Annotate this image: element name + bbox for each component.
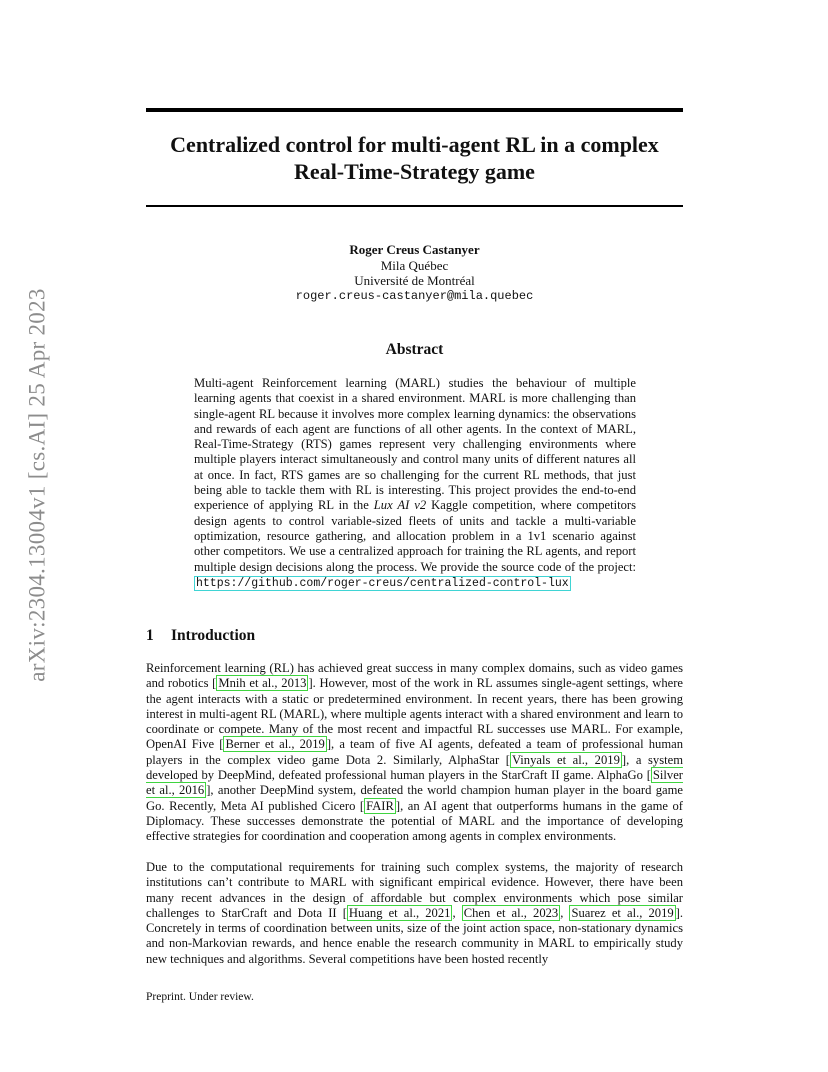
title-bottom-rule [146,205,683,207]
abstract-text-italic: Lux AI v2 [373,498,427,513]
citation-link[interactable]: Mnih et al., 2013 [218,676,307,691]
paragraph-text: Reinforcement learning (RL) has achieved great success in many complex domains, such as video games and robotics [ [146,661,683,691]
section-title: Introduction [171,627,256,644]
source-code-link[interactable]: https://github.com/roger-creus/centralized-control-lux [196,576,569,590]
introduction-paragraph-2 [146,860,683,967]
citation-link[interactable]: Silver et al., 2016 [146,768,683,798]
citation-link[interactable]: Huang et al., 2021 [348,905,451,920]
paragraph-text: ]. Concretely in terms of coordination between units, size of the joint action space, non-stationary dynamics and non-Markovian rewards, and hence enable the research community in MARL to empirically study new techniques and algorithms. Several competitions have been hosted recently [146,905,684,966]
author-email[interactable]: roger.creus-castanyer@mila.quebec [295,288,534,303]
citation-link[interactable]: Vinyals et al., 2019 [511,752,620,767]
section-heading-introduction [146,627,255,645]
paragraph-text: ], another DeepMind system, defeated the world champion human player in the board game Go. Recently, Meta AI published Cicero [ [146,783,683,813]
author-name: Roger Creus Castanyer [349,242,480,257]
abstract-heading: Abstract [385,341,444,358]
paragraph-text: ], a system developed by DeepMind, defeated professional human players in the StarCraft II game. AlphaGo [ [146,752,684,783]
introduction-paragraph-1 [146,661,683,845]
abstract-text-part-1: Multi-agent Reinforcement learning (MARL) studies the behaviour of multiple learning agents that coexist in a shared environment. MARL is more challenging than single-agent RL because it involves more complex learning dynamics: the observations and rewards of each agent are functions of all other agents. In the context of MARL, Real-Time-Strategy (RTS) games represent very challenging environments where multiple players interact simultaneously and control many units of different natures all at once. In fact, RTS games are so challenging for the current RL methods, that just being able to tackle them with RL is interesting. This project provides the end-to-end experience of applying RL in the [194,376,636,513]
section-number: 1 [146,627,154,644]
abstract-body [194,376,636,591]
citation-separator: , [452,905,462,920]
author-block [146,242,683,304]
title-top-rule [146,108,683,112]
abstract-text-part-2: Kaggle competition, where competitors design agents to control variable-sized fleets of units and tackle a multi-variable optimization, resource gathering, and allocation problem in a 1v1 scenario against other competitors. We use a centralized approach for training the RL agents, and report multiple design decisions along the process. We provide the source code of the project: [194,498,637,574]
citation-link[interactable]: Suarez et al., 2019 [571,905,674,920]
arxiv-identifier-text: arXiv:2304.13004v1 [cs.AI] 25 Apr 2023 [25,288,50,682]
paragraph-text: ], a team of five AI agents, defeated a team of professional human players in the complex video game Dota 2. Similarly, AlphaStar [ [146,737,684,767]
arxiv-identifier-stamp [20,288,56,682]
paragraph-text: ], an AI agent that outperforms humans in the game of Diplomacy. These successes demonstrate the potential of MARL and the importance of developing effective strategies for coordination and cooperation among agents in complex environments. [146,798,684,844]
paper-title: Centralized control for multi-agent RL in a complex Real-Time-Strategy game [170,132,659,184]
paragraph-text: Due to the computational requirements for training such complex systems, the majority of research institutions can’t contribute to MARL with significant empirical evidence. However, there have been many recent advances in the design of affordable but complex environments which pose similar challenges to StarCraft and Dota II [ [146,860,683,920]
author-affiliation-1: Mila Québec [380,257,449,273]
citation-link[interactable]: Chen et al., 2023 [463,905,559,920]
citation-link[interactable]: FAIR [366,798,394,813]
citation-link[interactable]: Berner et al., 2019 [225,737,325,752]
page-footer: Preprint. Under review. [146,991,254,1003]
paragraph-text: ]. However, most of the work in RL assumes single-agent settings, where the agent interacts with a static or predetermined environment. In recent years, there has been growing interest in multi-agent RL (MARL), where multiple agents interact with a shared environment and learn to coordinate or compete. Many of the most recent and impactful RL successes use MARL. For example, OpenAI Five [ [146,676,684,752]
author-affiliation-2: Université de Montréal [354,273,475,288]
citation-separator: , [560,905,570,920]
